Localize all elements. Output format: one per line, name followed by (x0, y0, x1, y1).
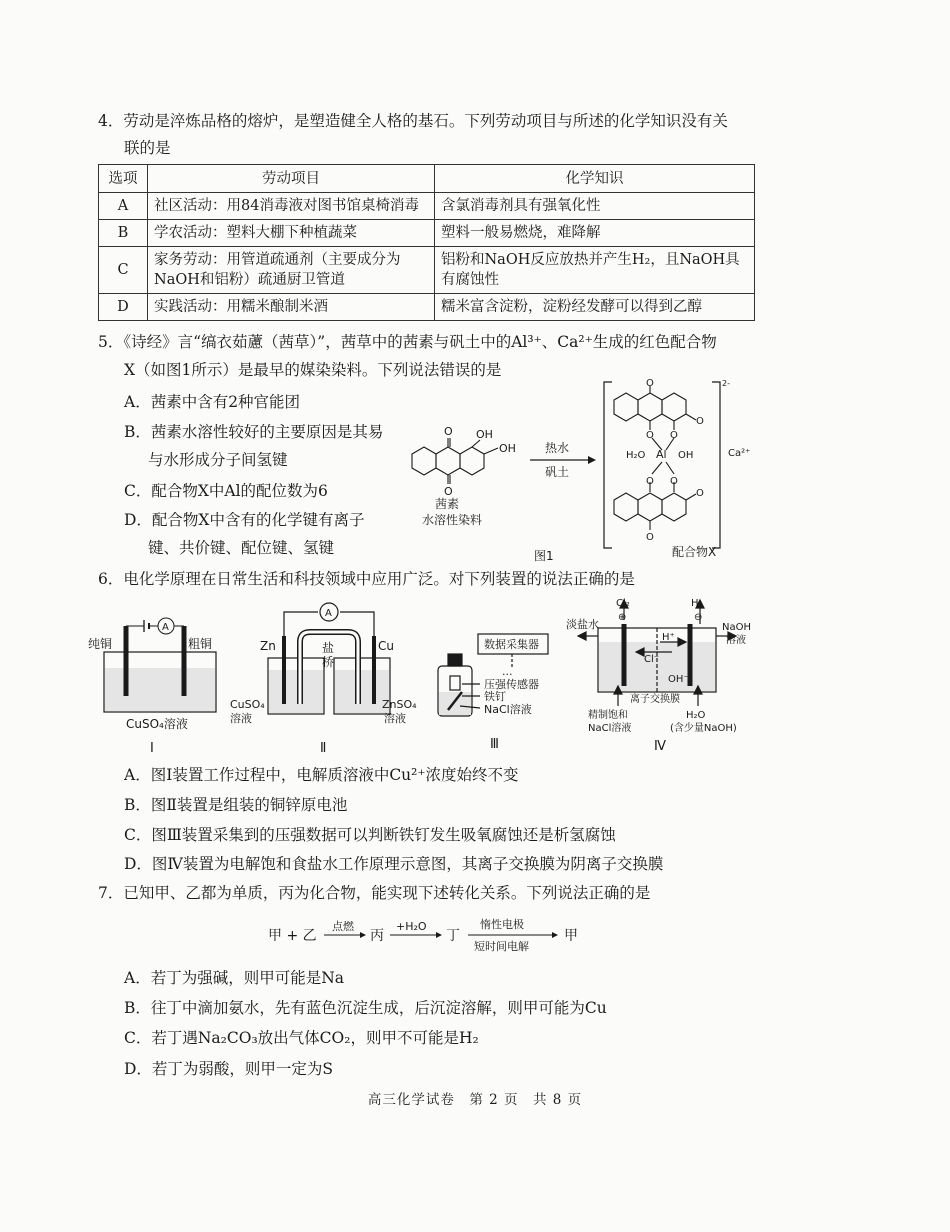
figure-1-alizarin-reaction (400, 380, 780, 565)
q4-stem-line1: 4．劳动是淬炼品格的熔炉，是塑造健全人格的基石。下列劳动项目与所述的化学知识没有关 (98, 112, 728, 130)
fig4-feed-1: 精制饱和 (588, 710, 628, 721)
table-cell-task: 实践活动：用糯米酿制米酒 (148, 294, 435, 321)
scheme-ding: 丁 (446, 928, 460, 944)
complex-o-3: O (670, 430, 678, 441)
scheme-arrow3-top: 惰性电极 (480, 918, 524, 931)
complex-o-5: O (646, 476, 654, 487)
table-cell-option: A (99, 193, 148, 220)
table-row (99, 220, 755, 247)
figure-1-caption: 图1 (534, 549, 554, 563)
complex-charge: 2- (722, 379, 730, 388)
q5-option-b-line2: 与水形成分子间氢键 (148, 451, 288, 469)
alizarin-o-bottom: O (444, 485, 453, 498)
q5-option-a: A．茜素中含有2种官能团 (124, 393, 301, 411)
fig2-roman: Ⅱ (320, 741, 327, 756)
fig4-h-ion: H⁺ (662, 632, 675, 643)
fig2-left-sol-2: 溶液 (230, 712, 252, 725)
fig2-zn: Zn (260, 639, 276, 653)
table-cell-option: D (99, 294, 148, 321)
fig4-water: H₂O (686, 710, 706, 721)
fig2-bridge-1: 盐 (322, 641, 335, 655)
q6-option-d: D．图Ⅳ装置为电解饱和食盐水工作原理示意图，其离子交换膜为阴离子交换膜 (124, 855, 664, 873)
table-cell-task: 家务劳动：用管道疏通剂（主要成分为NaOH和铝粉）疏通厨卫管道 (148, 247, 435, 294)
complex-o-6: O (670, 476, 678, 487)
q4-table (98, 164, 755, 321)
alizarin-note: 水溶性染料 (422, 513, 483, 527)
fig3-nail: 铁钉 (484, 690, 506, 703)
fig4-cl2: Cl₂ (616, 598, 630, 609)
fig3-solution: NaCl溶液 (484, 703, 532, 716)
table-cell-option: B (99, 220, 148, 247)
fig4-oh-ion: OH⁻ (668, 674, 689, 685)
table-cell-knowledge: 铝粉和NaOH反应放热并产生H₂，且NaOH具有腐蚀性 (435, 247, 755, 294)
q6-option-b: B．图Ⅱ装置是组装的铜锌原电池 (124, 796, 348, 814)
counter-ion: Ca²⁺ (728, 448, 751, 459)
fig4-plus-icon: ⊕ (618, 612, 627, 623)
fig2-bridge-2: 桥 (322, 655, 335, 669)
q5-option-b-line1: B．茜素水溶性较好的主要原因是其易 (124, 423, 384, 441)
table-cell-option: C (99, 247, 148, 294)
scheme-bing: 丙 (370, 928, 384, 944)
table-row (99, 294, 755, 321)
table-cell-task: 学农活动：塑料大棚下种植蔬菜 (148, 220, 435, 247)
complex-lower-ligand (614, 462, 696, 530)
complex-o-8: O (646, 532, 654, 543)
fig1-left-electrode: 纯铜 (88, 637, 113, 651)
arrow-bottom-label: 矾土 (545, 465, 570, 479)
table-header: 化学知识 (435, 165, 755, 193)
scheme-end: 甲 (564, 928, 578, 944)
scheme-arrowhead-1 (360, 932, 366, 938)
alizarin-structure (412, 438, 498, 484)
alizarin-o-top: O (444, 425, 453, 438)
q5-stem-line1: 5．《诗经》言“缟衣茹藘（茜草）”，茜草中的茜素与矾土中的Al³⁺、Ca²⁺生成的红色配合物 (98, 333, 717, 351)
scheme-arrowhead-2 (436, 932, 442, 938)
right-bracket (712, 382, 720, 548)
fig3-dots: ··· (502, 668, 513, 681)
fig2-cu: Cu (378, 639, 394, 653)
fig4-membrane: 离子交换膜 (630, 694, 680, 705)
fig1-roman: Ⅰ (150, 741, 154, 756)
fig1-solution: CuSO₄溶液 (126, 717, 188, 731)
q7-option-b: B．往丁中滴加氨水，先有蓝色沉淀生成，后沉淀溶解，则甲可能为Cu (124, 999, 607, 1017)
fig2-ammeter: A (325, 608, 332, 619)
arrow-top-label: 热水 (545, 441, 570, 455)
q7-option-c: C．若丁遇Na₂CO₃放出气体CO₂，则甲不可能是H₂ (124, 1029, 479, 1047)
q5-option-d-line2: 键、共价键、配位键、氢键 (148, 539, 335, 557)
fig1-right-electrode: 粗铜 (188, 637, 213, 651)
complex-o-2: O (646, 430, 654, 441)
fig4-cl-ion: Cl⁻ (644, 654, 660, 665)
fig4-naoh-2: 溶液 (726, 635, 746, 646)
fig4-feed-2: NaCl溶液 (588, 723, 632, 734)
al-oh-ligand: OH (678, 450, 694, 461)
table-cell-knowledge: 塑料一般易燃烧，难降解 (435, 220, 755, 247)
scheme-arrow2-label: +H₂O (396, 920, 427, 933)
fig4-h2: H₂ (691, 598, 703, 609)
alizarin-oh-1: OH (476, 428, 493, 441)
alizarin-name: 茜素 (435, 497, 460, 511)
q6-option-c: C．图Ⅲ装置采集到的压强数据可以判断铁钉发生吸氧腐蚀还是析氢腐蚀 (124, 826, 616, 844)
q4-stem-line2: 联的是 (124, 139, 171, 157)
scheme-arrow1-label: 点燃 (332, 920, 354, 933)
fig1-ammeter: A (162, 622, 169, 633)
table-header-row (99, 165, 755, 193)
q5-option-d-line1: D．配合物X中含有的化学键有离子 (124, 511, 365, 529)
q5-stem-line2: X（如图1所示）是最早的媒染染料。下列说法错误的是 (124, 361, 502, 379)
fig4-dilute-brine: 淡盐水 (566, 618, 599, 631)
page-footer: 高三化学试卷 第 2 页 共 8 页 (367, 1092, 583, 1108)
figure-set-electrochemistry (88, 596, 768, 758)
scheme-start: 甲 + 乙 (268, 928, 317, 944)
complex-o-1: O (646, 378, 654, 389)
fig3-collector: 数据采集器 (484, 638, 539, 651)
fig4-naoh-1: NaOH (722, 622, 751, 633)
complex-o-7: O (696, 488, 704, 499)
left-bracket (604, 382, 612, 548)
fig2-right-sol-2: 溶液 (384, 712, 406, 725)
q7-option-a: A．若丁为强碱，则甲可能是Na (124, 969, 344, 987)
table-header: 选项 (99, 165, 148, 193)
alizarin-oh-2: OH (499, 442, 516, 455)
fig2-left-sol-1: CuSO₄ (230, 698, 265, 711)
reaction-arrow-head (588, 456, 596, 464)
fig2-right-sol-1: ZnSO₄ (382, 698, 417, 711)
fig4-water-note: (含少量NaOH) (670, 723, 737, 734)
figure-i-electrolytic-refining (104, 618, 216, 712)
table-cell-knowledge: 糯米富含淀粉，淀粉经发酵可以得到乙醇 (435, 294, 755, 321)
table-cell-knowledge: 含氯消毒剂具有强氧化性 (435, 193, 755, 220)
fig3-roman: Ⅲ (490, 737, 499, 752)
figure-iv-chlor-alkali (578, 600, 736, 706)
fig3-sensor: 压强传感器 (484, 678, 539, 691)
table-header: 劳动项目 (148, 165, 435, 193)
q7-reaction-scheme (268, 908, 598, 956)
scheme-arrowhead-3 (552, 932, 558, 938)
scheme-arrow3-bottom: 短时间电解 (474, 940, 529, 953)
q7-stem: 7．已知甲、乙都为单质，丙为化合物，能实现下述转化关系。下列说法正确的是 (98, 884, 651, 902)
q6-option-a: A．图Ⅰ装置工作过程中，电解质溶液中Cu²⁺浓度始终不变 (124, 766, 519, 784)
fig4-minus-icon: ⊖ (694, 612, 703, 623)
table-row (99, 193, 755, 220)
complex-upper-ligand (614, 386, 696, 450)
q6-stem: 6．电化学原理在日常生活和科技领域中应用广泛。对下列装置的说法正确的是 (98, 570, 635, 588)
complex-name: 配合物X (672, 545, 717, 559)
al-center: Al (656, 448, 667, 461)
table-row (99, 247, 755, 294)
fig4-roman: Ⅳ (654, 739, 666, 754)
al-h2o-ligand: H₂O (626, 450, 646, 461)
table-cell-task: 社区活动：用84消毒液对图书馆桌椅消毒 (148, 193, 435, 220)
complex-o-4: O (696, 416, 704, 427)
q5-option-c: C．配合物X中Al的配位数为6 (124, 482, 328, 500)
q7-option-d: D．若丁为弱酸，则甲一定为S (124, 1060, 334, 1078)
